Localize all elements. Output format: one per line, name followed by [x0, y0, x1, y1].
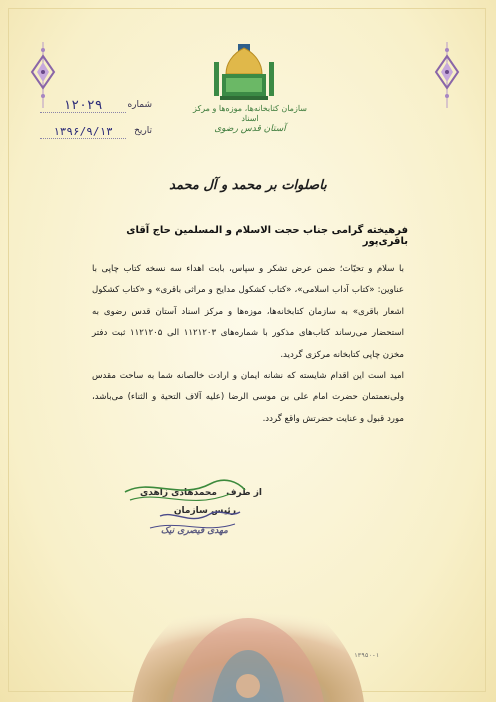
letter-number	[40, 100, 152, 114]
organization-name-line1: سازمان کتابخانه‌ها، موزه‌ها و مرکز اسناد	[193, 104, 307, 123]
organization-name	[190, 104, 310, 135]
number-label: شماره	[127, 100, 152, 110]
letter-date	[40, 126, 152, 140]
left-ornament-icon	[28, 42, 58, 108]
letter-body	[92, 259, 404, 430]
signature-title: رئیس سازمان	[173, 506, 236, 516]
signature-name: محمدهادی زاهدی	[140, 488, 217, 498]
signature-signer: مهدی قیصری نیک	[160, 526, 228, 536]
body-paragraph-2: امید است این اقدام شایسته که نشانه ایمان و ارادت خالصانه شما به ساحت مقدس ولی‌نعمتمان حضرت امام علی بن موسی الرضا (علیه آلاف التحیة و الثناء) می‌باشد، مورد قبول و عنایت حضرتش واقع گردد.	[92, 371, 404, 424]
signature-from-label: از طرف	[226, 488, 262, 498]
body-paragraph-1: با سلام و تحیّات؛ ضمن عرض تشکر و سپاس، بابت اهداء سه نسخه کتاب چاپی با عناوین: «کتاب آداب اسلامی»، «کتاب کشکول مدایح و مراثی باقری» و «کتاب کشکول اشعار باقری» به سازمان کتابخانه‌ها، موزه‌ها و مرکز اسناد آستان قدس رضوی به استحضار می‌رساند کتاب‌های مذکور با شماره‌های ۱۱۲۱۲۰۳ الی ۱۱۲۱۲۰۵ ثبت دفتر مخزن چاپی کتابخانه مرکزی گردید.	[92, 264, 404, 360]
number-value: ۱۲۰۲۹	[40, 100, 126, 113]
right-ornament-icon	[432, 42, 462, 108]
footer-code: ۱۳۹۵۰-۱	[354, 652, 380, 659]
organization-name-line2: آستان قدس رضوی	[214, 124, 286, 134]
date-value: ۱۳۹۶/۹/۱۳	[40, 126, 126, 139]
salutation-heading: باصلوات بر محمد و آل محمد	[169, 178, 327, 193]
handwritten-signature-icon	[120, 470, 250, 540]
organization-logo-icon	[212, 42, 276, 104]
recipient-line: فرهیخته گرامی جناب حجت الاسلام و المسلمین حاج آقای باقری‌پور	[126, 225, 408, 247]
bottom-medallion-icon	[132, 588, 364, 702]
date-label: تاریخ	[134, 126, 152, 136]
